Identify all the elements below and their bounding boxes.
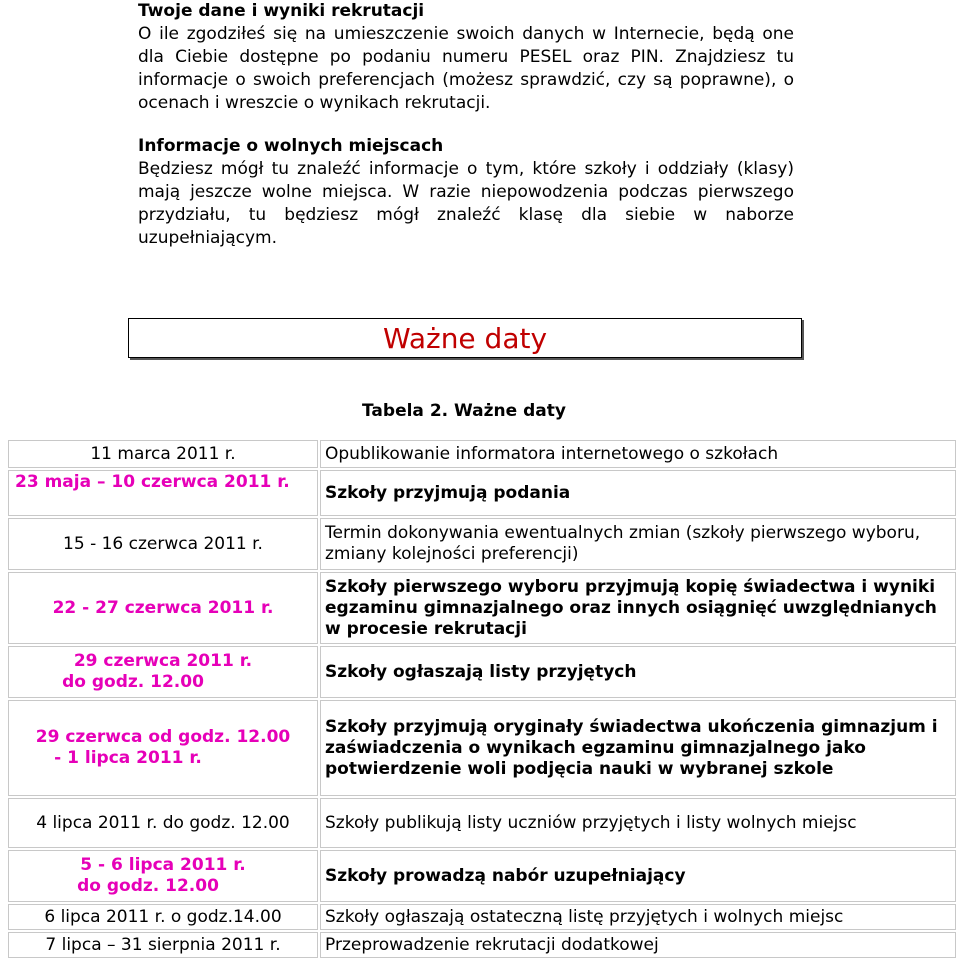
table-row (8, 440, 956, 468)
date-line: 15 - 16 czerwca 2011 r. (63, 533, 263, 554)
table-row (8, 798, 956, 848)
table-row (8, 850, 956, 902)
table-row (8, 518, 956, 570)
table-row (8, 470, 956, 516)
date-line: 7 lipca – 31 sierpnia 2011 r. (45, 934, 281, 955)
date-line: 22 - 27 czerwca 2011 r. (52, 597, 274, 618)
important-dates-banner: Ważne daty (128, 318, 802, 358)
date-line: 29 czerwca od godz. 12.00 (35, 727, 291, 747)
table-row (8, 700, 956, 796)
desc-cell: Przeprowadzenie rekrutacji dodatkowej (320, 932, 956, 958)
desc-cell: Szkoły ogłaszają ostateczną listę przyjętych i wolnych miejsc (320, 904, 956, 930)
date-cell (8, 904, 318, 930)
date-cell (8, 850, 318, 902)
date-cell (8, 646, 318, 698)
date-line: - 1 lipca 2011 r. (54, 748, 202, 768)
date-line: 11 marca 2011 r. (90, 443, 236, 464)
date-cell (8, 932, 318, 958)
date-cell (8, 440, 318, 468)
table-row (8, 904, 956, 930)
desc-cell: Szkoły prowadzą nabór uzupełniający (320, 850, 956, 902)
date-line: 4 lipca 2011 r. do godz. 12.00 (36, 812, 290, 833)
table-row (8, 572, 956, 644)
date-cell (8, 798, 318, 848)
table-caption: Tabela 2. Ważne daty (362, 401, 566, 421)
date-line: 6 lipca 2011 r. o godz.14.00 (44, 906, 282, 927)
desc-cell: Szkoły publikują listy uczniów przyjętych i listy wolnych miejsc (320, 798, 956, 848)
desc-cell: Termin dokonywania ewentualnych zmian (szkoły pierwszego wyboru, zmiany kolejności preferencji) (320, 518, 956, 570)
section-results-body: O ile zgodziłeś się na umieszczenie swoich danych w Internecie, będą one dla Ciebie dostępne po podaniu numeru PESEL oraz PIN. Znajdziesz tu informacje o swoich preferencjach (możesz sprawdzić, czy są poprawne), o ocenach i wreszcie o wynikach rekrutacji. (138, 24, 794, 113)
date-cell (8, 470, 318, 516)
date-line: 29 czerwca 2011 r. (73, 651, 253, 671)
section-results (138, 0, 794, 115)
section-results-title: Twoje dane i wyniki rekrutacji (138, 1, 425, 21)
dates-table (6, 438, 958, 960)
desc-cell: Szkoły pierwszego wyboru przyjmują kopię świadectwa i wyniki egzaminu gimnazjalnego oraz innych osiągnięć uwzględnianych w procesie rekrutacji (320, 572, 956, 644)
date-cell (8, 700, 318, 796)
table-row (8, 932, 956, 958)
table-row (8, 646, 956, 698)
date-line: do godz. 12.00 (62, 672, 204, 692)
section-free-places (138, 135, 794, 250)
desc-cell: Szkoły ogłaszają listy przyjętych (320, 646, 956, 698)
date-line: 23 maja – 10 czerwca 2011 r. (15, 472, 290, 492)
desc-cell: Szkoły przyjmują oryginały świadectwa ukończenia gimnazjum i zaświadczenia o wynikach egzaminu gimnazjalnego jako potwierdzenie woli podjęcia nauki w wybranej szkole (320, 700, 956, 796)
date-line: 5 - 6 lipca 2011 r. (80, 855, 246, 875)
date-cell (8, 518, 318, 570)
desc-cell: Szkoły przyjmują podania (320, 470, 956, 516)
date-cell (8, 572, 318, 644)
desc-cell: Opublikowanie informatora internetowego o szkołach (320, 440, 956, 468)
section-free-places-body: Będziesz mógł tu znaleźć informacje o tym, które szkoły i oddziały (klasy) mają jeszcze wolne miejsca. W razie niepowodzenia podczas pierwszego przydziału, tu będziesz mógł znaleźć klasę dla siebie w naborze uzupełniającym. (138, 159, 794, 248)
section-free-places-title: Informacje o wolnych miejscach (138, 136, 444, 156)
date-line: do godz. 12.00 (77, 876, 219, 896)
